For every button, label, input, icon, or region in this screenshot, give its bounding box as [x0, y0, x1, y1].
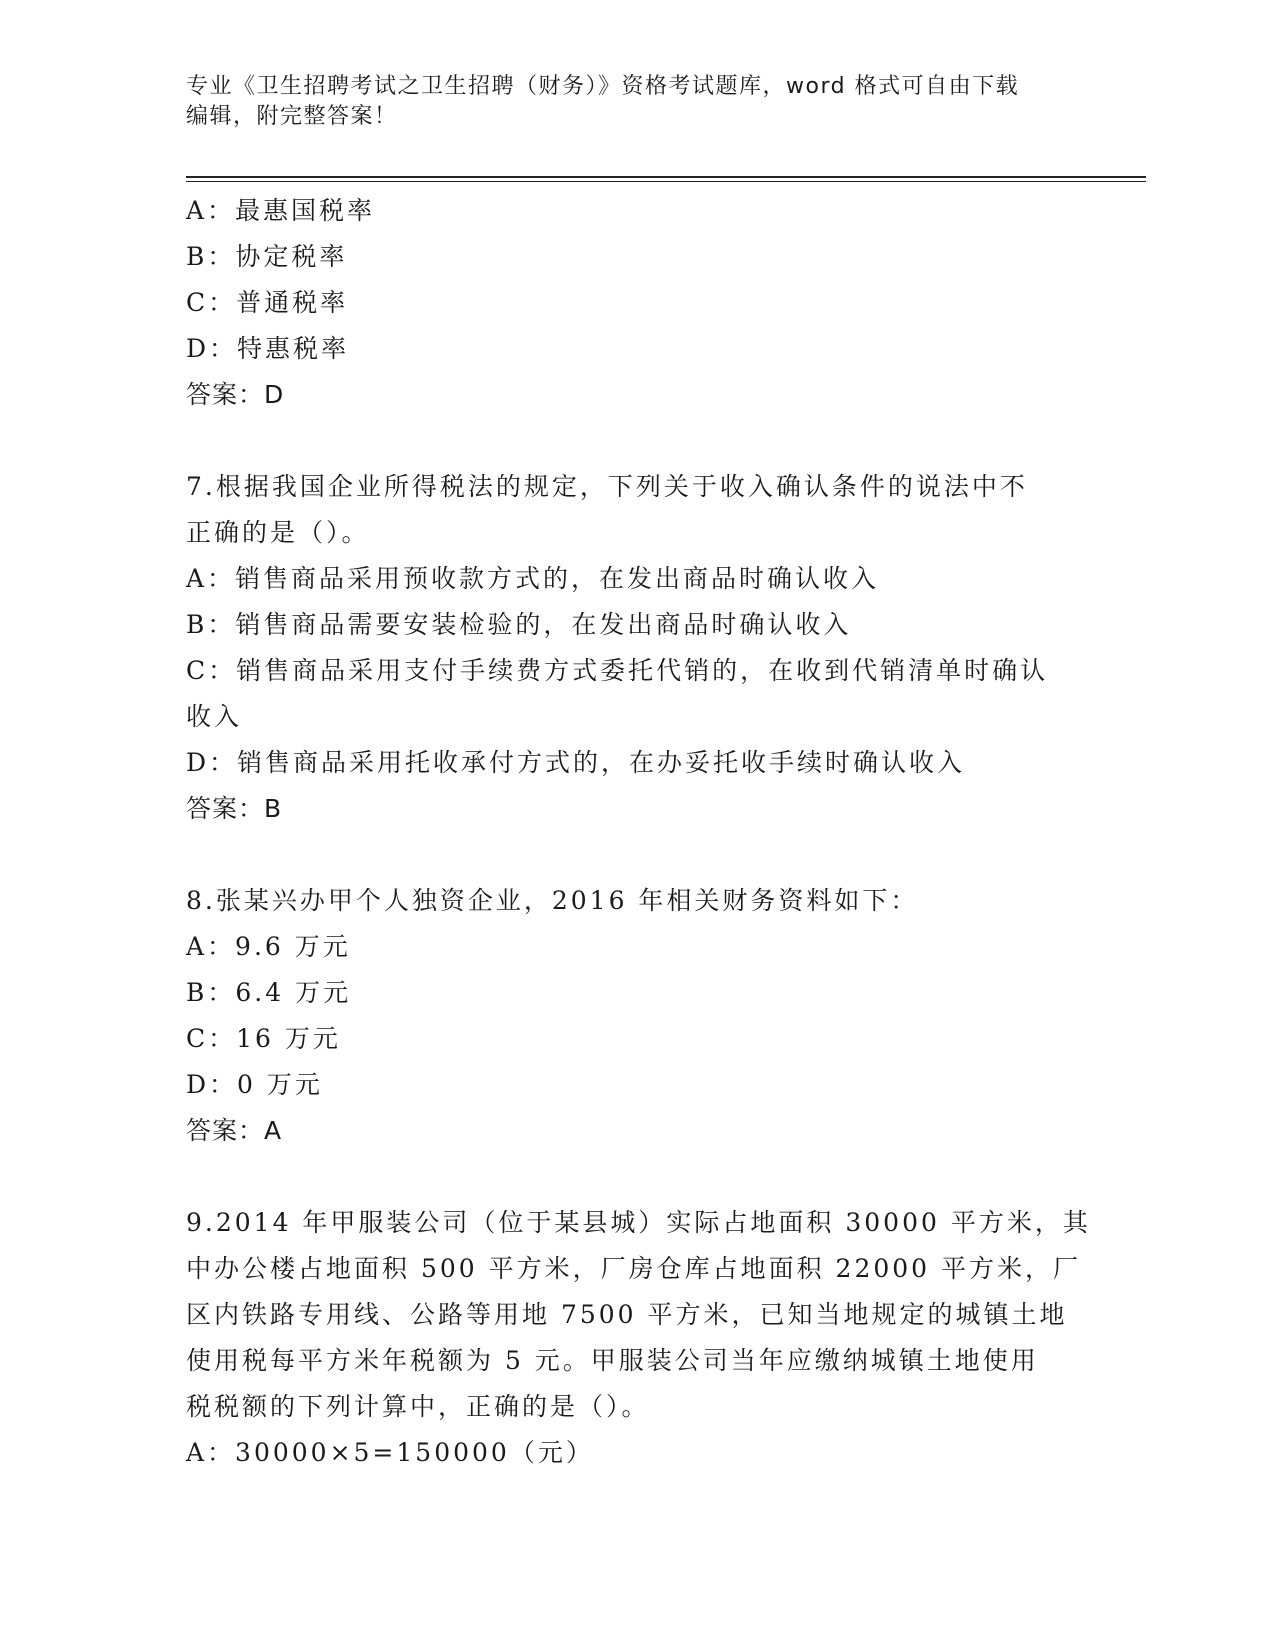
- question-8: [186, 878, 1066, 1154]
- header-divider-thin: [186, 181, 1146, 182]
- option-a: A：销售商品采用预收款方式的，在发出商品时确认收入: [186, 564, 880, 593]
- question-stem-cont: 税税额的下列计算中，正确的是（）。: [186, 1392, 650, 1421]
- option-a: A：9.6 万元: [186, 932, 351, 961]
- question-stem-cont: 正确的是（）。: [186, 518, 370, 547]
- header-line-1: 专业《卫生招聘考试之卫生招聘（财务）》资格考试题库，word 格式可自由下载: [186, 74, 1020, 99]
- answer: 答案：B: [186, 794, 283, 823]
- question-stem-cont: 中办公楼占地面积 500 平方米，厂房仓库占地面积 22000 平方米，厂: [186, 1254, 1082, 1283]
- option-a: A：最惠国税率: [186, 196, 376, 225]
- question-9: [186, 1200, 1091, 1476]
- question-6: [186, 188, 1066, 418]
- question-7: [186, 464, 1066, 832]
- option-b: B：协定税率: [186, 242, 348, 271]
- option-a: A：30000×5=150000（元）: [186, 1438, 594, 1467]
- question-stem-cont: 使用税每平方米年税额为 5 元。甲服装公司当年应缴纳城镇土地使用: [186, 1346, 1039, 1375]
- header-divider-thick: [186, 176, 1146, 178]
- question-stem: 9.2014 年甲服装公司（位于某县城）实际占地面积 30000 平方米，其: [186, 1208, 1091, 1237]
- option-c-cont: 收入: [186, 702, 243, 731]
- header-line-2: 编辑，附完整答案！: [186, 104, 398, 129]
- option-b: B：销售商品需要安装检验的，在发出商品时确认收入: [186, 610, 852, 639]
- question-stem-cont: 区内铁路专用线、公路等用地 7500 平方米，已知当地规定的城镇土地: [186, 1300, 1068, 1329]
- option-d: D：销售商品采用托收承付方式的，在办妥托收手续时确认收入: [186, 748, 966, 777]
- option-c: C：普通税率: [186, 288, 349, 317]
- option-d: D：0 万元: [186, 1070, 323, 1099]
- question-stem: 7.根据我国企业所得税法的规定，下列关于收入确认条件的说法中不: [186, 472, 1028, 501]
- answer: 答案：D: [186, 380, 285, 409]
- option-c: C：16 万元: [186, 1024, 341, 1053]
- answer: 答案：A: [186, 1116, 283, 1145]
- option-d: D：特惠税率: [186, 334, 350, 363]
- option-c: C：销售商品采用支付手续费方式委托代销的，在收到代销清单时确认: [186, 656, 1049, 685]
- question-stem: 8.张某兴办甲个人独资企业，2016 年相关财务资料如下：: [186, 886, 919, 915]
- document-header: [186, 72, 1066, 132]
- option-b: B：6.4 万元: [186, 978, 352, 1007]
- question-list: [186, 188, 1091, 1476]
